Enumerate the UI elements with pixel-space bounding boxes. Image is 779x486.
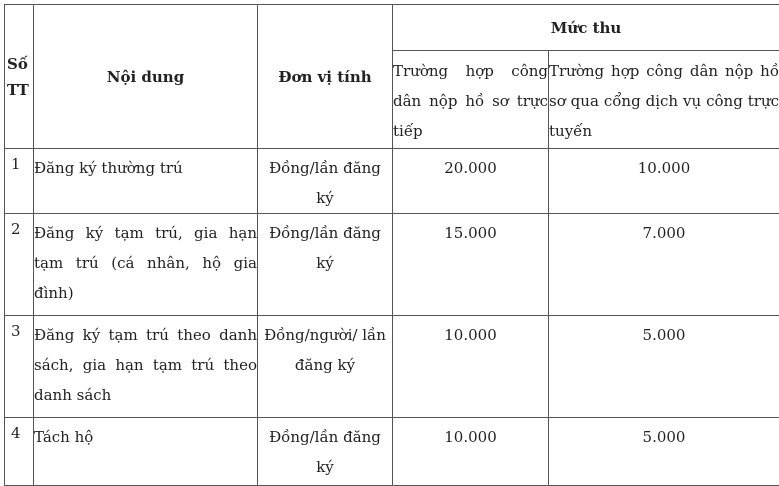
row-stt: 1 xyxy=(5,149,34,214)
row-stt: 2 xyxy=(5,214,34,316)
table-row xyxy=(5,214,779,316)
table-row xyxy=(5,418,779,486)
row-content: Đăng ký tạm trú, gia hạn tạm trú (cá nhân, hộ gia đình) xyxy=(34,214,258,316)
row-fee-online: 5.000 xyxy=(549,418,779,486)
table-row xyxy=(5,149,779,214)
row-unit: Đồng/lần đăng ký xyxy=(258,149,393,214)
row-unit: Đồng/người/ lần đăng ký xyxy=(258,316,393,418)
header-direct: Trường hợp công dân nộp hồ sơ trực tiếp xyxy=(393,51,549,149)
row-stt: 3 xyxy=(5,316,34,418)
table-row xyxy=(5,316,779,418)
header-content: Nội dung xyxy=(34,5,258,149)
row-fee-online: 10.000 xyxy=(549,149,779,214)
header-fee-group: Mức thu xyxy=(393,5,779,51)
row-stt: 4 xyxy=(5,418,34,486)
header-row-1 xyxy=(5,5,779,51)
row-fee-direct: 10.000 xyxy=(393,418,549,486)
row-fee-direct: 20.000 xyxy=(393,149,549,214)
header-unit: Đơn vị tính xyxy=(258,5,393,149)
row-fee-direct: 15.000 xyxy=(393,214,549,316)
row-fee-online: 5.000 xyxy=(549,316,779,418)
row-fee-online: 7.000 xyxy=(549,214,779,316)
row-content: Đăng ký thường trú xyxy=(34,149,258,214)
row-content: Tách hộ xyxy=(34,418,258,486)
header-online: Trường hợp công dân nộp hồ sơ qua cổng dịch vụ công trực tuyến xyxy=(549,51,779,149)
header-stt: Số TT xyxy=(5,5,34,149)
row-unit: Đồng/lần đăng ký xyxy=(258,214,393,316)
row-content: Đăng ký tạm trú theo danh sách, gia hạn tạm trú theo danh sách xyxy=(34,316,258,418)
row-fee-direct: 10.000 xyxy=(393,316,549,418)
row-unit: Đồng/lần đăng ký xyxy=(258,418,393,486)
fee-table xyxy=(4,4,779,486)
